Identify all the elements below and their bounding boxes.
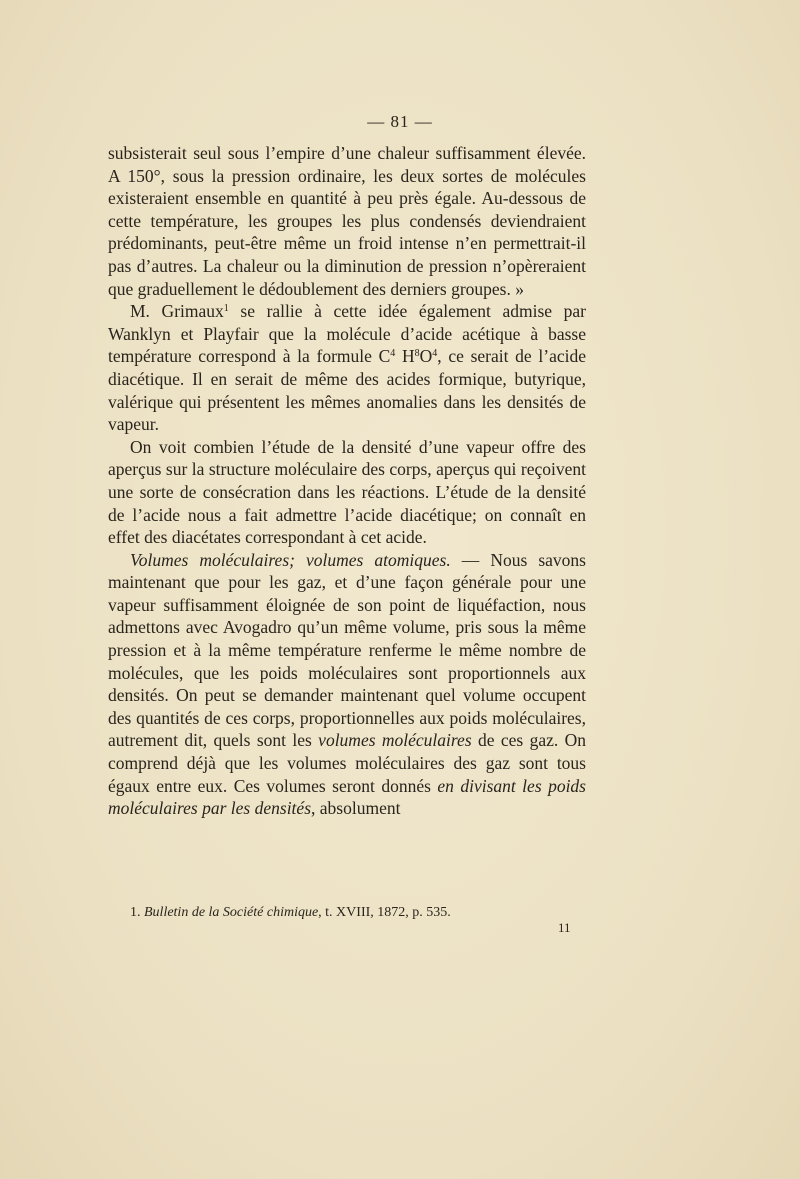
page-number: — 81 — — [367, 112, 433, 131]
superscript: 1 — [223, 303, 229, 315]
text-run: , absolument — [311, 798, 401, 819]
italic-text: en divisant les poids moléculaires par les densités — [108, 775, 586, 819]
footnote — [130, 904, 590, 922]
body-text — [108, 142, 586, 820]
footnote-marker: 1. — [130, 905, 141, 920]
text-run: — Nous savons maintenant que pour les gaz, et d’une façon générale pour une vapeur suffisamment éloignée de son point de liquéfaction, nous admettons avec Avogadro qu’un même volume, pris sous la même pression et à la même température renferme le même nombre de molécules, que les poids moléculaires sont proportionnels aux densités. On peut se demander maintenant quel volume occupent des quantités de ces corps, proportionnelles aux poids moléculaires, autrement dit, quels sont les — [108, 549, 586, 751]
footnote-citation: , t. XVIII, 1872, p. 535. — [318, 905, 451, 920]
text-run: H — [395, 346, 415, 367]
footnote-journal-title: Bulletin de la Société chimique — [144, 905, 319, 920]
superscript: 4 — [390, 348, 396, 360]
text-run: subsisterait seul sous l’empire d’une chaleur suffisamment élevée. A 150°, sous la pression ordinaire, les deux sortes de molécules existeraient ensemble en quantité à peu près égale. Au-dessous de cette température, les groupes les plus condensés deviendraient prédominants, peut-être même un froid intense n’en permettrait-il pas d’autres. La chaleur ou la diminution de pression n’opèreraient que graduellement le dédoublement des derniers groupes. » — [108, 143, 586, 299]
text-run: de ces gaz. On comprend déjà que les volumes moléculaires des gaz sont tous égaux entre eux. Ces volumes seront donnés — [108, 730, 586, 796]
paragraph-3 — [108, 436, 586, 549]
signature-mark: 11 — [558, 920, 571, 935]
paragraph-4 — [108, 549, 586, 820]
italic-text: volumes moléculaires — [318, 730, 472, 751]
text-run: se rallie à cette idée également admise par Wanklyn et Playfair que la molécule d’acide acétique à basse température correspond à la formule C — [108, 301, 586, 367]
superscript: 8 — [414, 348, 420, 360]
text-run: On voit combien l’étude de la densité d’une vapeur offre des aperçus sur la structure moléculaire des corps, aperçus qui reçoivent une sorte de consécration dans les réactions. L’étude de la densité de l’acide nous a fait admettre l’acide diacétique; on connaît en effet des diacétates correspondant à cet acide. — [108, 436, 586, 548]
text-run: M. Grimaux — [130, 301, 224, 322]
paragraph-2 — [108, 300, 586, 436]
paragraph-1 — [108, 142, 586, 300]
superscript: 4 — [432, 348, 438, 360]
text-run: O — [419, 346, 433, 367]
italic-text: Volumes moléculaires; volumes atomiques. — [130, 549, 451, 570]
text-run: , ce serait de l’acide diacétique. Il en serait de même des acides formique, butyrique, valérique qui présentent les mêmes anomalies dans les densités de vapeur. — [108, 346, 586, 435]
